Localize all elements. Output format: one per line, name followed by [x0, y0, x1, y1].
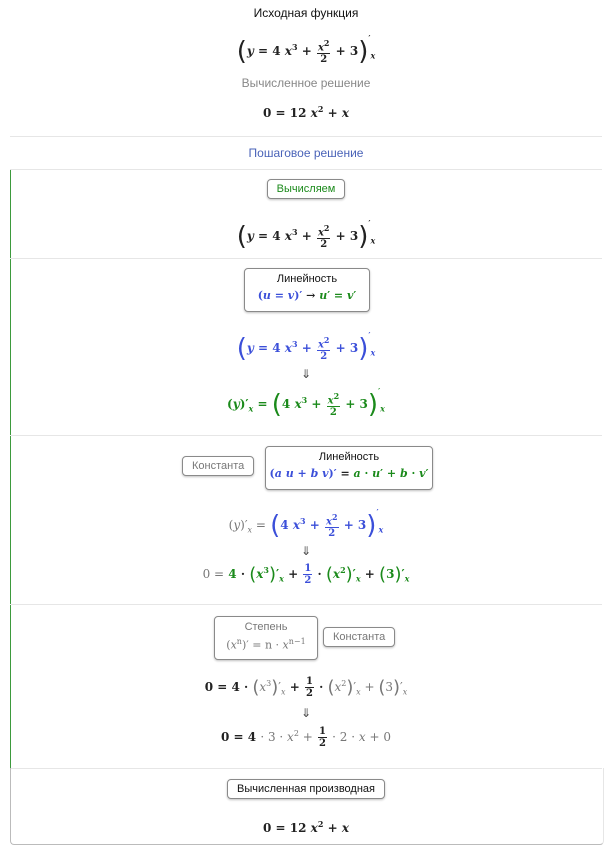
- divider: [10, 169, 602, 170]
- computed-derivative-button[interactable]: Вычисленная производная: [227, 779, 385, 799]
- step3-formula-after: $0 = 4 \cdot (x^3)'_x$ + $\frac{1}{2}$ · $(x^2)'_x + (3)'_x$: [202, 563, 410, 586]
- stepwise-solution-link[interactable]: Пошаговое решение: [248, 146, 364, 160]
- step-divider: [10, 258, 602, 259]
- linearity-rule-box[interactable]: [244, 268, 370, 312]
- power-rule-box[interactable]: [214, 616, 318, 660]
- source-function-label: Исходная функция: [253, 6, 359, 20]
- step-compute: [0, 179, 612, 199]
- linearity-rule-box-2[interactable]: [265, 446, 433, 490]
- step4-formula-before: $0 = 4 \cdot (x^3)'_x$ + $\frac{1}{2}$ · $(x^2)'_x + (3)'_x$: [204, 676, 408, 699]
- step3-formula-before: $(y)'_x = (4$ $x^3$ + $\frac{x^2}{2}$ + $3)'_x$: [228, 507, 384, 541]
- step4-formula-after: $0 = 4 \cdot 3 \cdot x^2$ + $\frac{1}{2}$ · 2 · x + 0: [221, 726, 391, 749]
- linearity-title: Линейность: [276, 273, 338, 285]
- implies-arrow: ⇓: [300, 367, 312, 381]
- linearity-rule-formula: (u = v)′ → u′ = v′: [257, 289, 357, 302]
- linearity-title-2: Линейность: [318, 451, 380, 463]
- step-divider: [10, 604, 602, 605]
- divider: [10, 136, 602, 137]
- source-function-formula: (y = 4 $x^3$ + $\frac{x^2}{2}$ + $3)'_x$: [236, 33, 376, 67]
- implies-arrow: ⇓: [300, 544, 312, 558]
- power-title: Степень: [244, 621, 288, 633]
- power-rule-formula: $(x^n)' = n \cdot x^{n-1}$: [226, 637, 306, 652]
- step2-formula-after: $(y)'_x = (4$ $x^3$ + $\frac{x^2}{2}$ + $3)'_x$: [227, 386, 385, 420]
- step2-formula-before: (y = 4 $x^3$ + $\frac{x^2}{2}$ + $3)'_x$: [236, 330, 376, 364]
- compute-button[interactable]: Вычисляем: [267, 179, 346, 199]
- linearity-rule-formula-2: (a u + b v)′ = a · u′ + b · v′: [269, 467, 429, 480]
- step-divider: [10, 435, 602, 436]
- final-result-formula: 0 = 12 $x^2 + x$: [263, 819, 349, 835]
- final-step: [0, 779, 612, 799]
- step1-formula: (y = 4 $x^3$ + $\frac{x^2}{2}$ + $3)'_x$: [236, 218, 376, 252]
- implies-arrow: ⇓: [300, 706, 312, 720]
- computed-solution-formula: 0 = 12 $x^2 + x$: [263, 104, 349, 120]
- constant-rule-button[interactable]: Константа: [182, 456, 254, 476]
- constant-rule-button-2[interactable]: Константа: [323, 627, 395, 647]
- computed-solution-label: Вычисленное решение: [241, 76, 371, 90]
